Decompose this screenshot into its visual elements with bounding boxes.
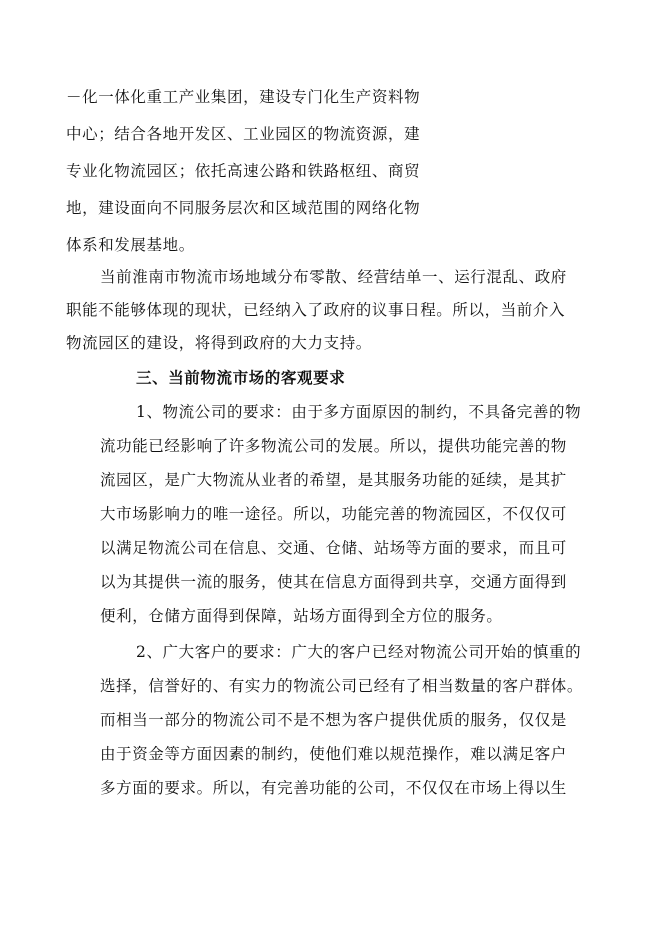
text-line: 多方面的要求。所以，有完善功能的公司，不仅仅在市场上得以生: [100, 779, 567, 797]
text-line: 以为其提供一流的服务，使其在信息方面得到共享，交通方面得到: [100, 573, 567, 591]
paragraph-first-line: 2、广大客户的要求：广大的客户已经对物流公司开始的慎重的: [136, 643, 582, 661]
paragraph-first-line: 1、物流公司的要求：由于多方面原因的制约，不具备完善的物: [136, 403, 582, 421]
text-line: 职能不能够体现的现状，已经纳入了政府的议事日程。所以，当前介入: [66, 301, 566, 319]
text-line: 以满足物流公司在信息、交通、仓储、站场等方面的要求，而且可: [100, 539, 567, 557]
text-line: 而相当一部分的物流公司不是不想为客户提供优质的服务，仅仅是: [100, 711, 567, 729]
text-line: 中心；结合各地开发区、工业园区的物流资源，建: [66, 125, 421, 143]
text-line: 流园区，是广大物流从业者的希望，是其服务功能的延续，是其扩: [100, 471, 567, 489]
text-line: 体系和发展基地。: [66, 236, 195, 254]
paragraph-first-line: 当前淮南市物流市场地域分布零散、经营结单一、运行混乱、政府: [100, 268, 567, 286]
text-line: 由于资金等方面因素的制约，使他们难以规范操作，难以满足客户: [100, 745, 567, 763]
text-line: －化一体化重工产业集团，建设专门化生产资料物: [66, 88, 421, 106]
text-line: 地，建设面向不同服务层次和区域范围的网络化物: [66, 199, 421, 217]
text-line: 物流园区的建设，将得到政府的大力支持。: [66, 334, 372, 352]
text-line: 专业化物流园区；依托高速公路和铁路枢纽、商贸: [66, 162, 421, 180]
text-line: 流功能已经影响了许多物流公司的发展。所以，提供功能完善的物: [100, 437, 567, 455]
text-line: 选择，信誉好的、有实力的物流公司已经有了相当数量的客户群体。: [100, 677, 584, 695]
section-heading: 三、当前物流市场的客观要求: [136, 368, 346, 387]
text-line: 便利，仓储方面得到保障，站场方面得到全方位的服务。: [100, 607, 503, 625]
text-line: 大市场影响力的唯一途径。所以，功能完善的物流园区，不仅仅可: [100, 505, 567, 523]
